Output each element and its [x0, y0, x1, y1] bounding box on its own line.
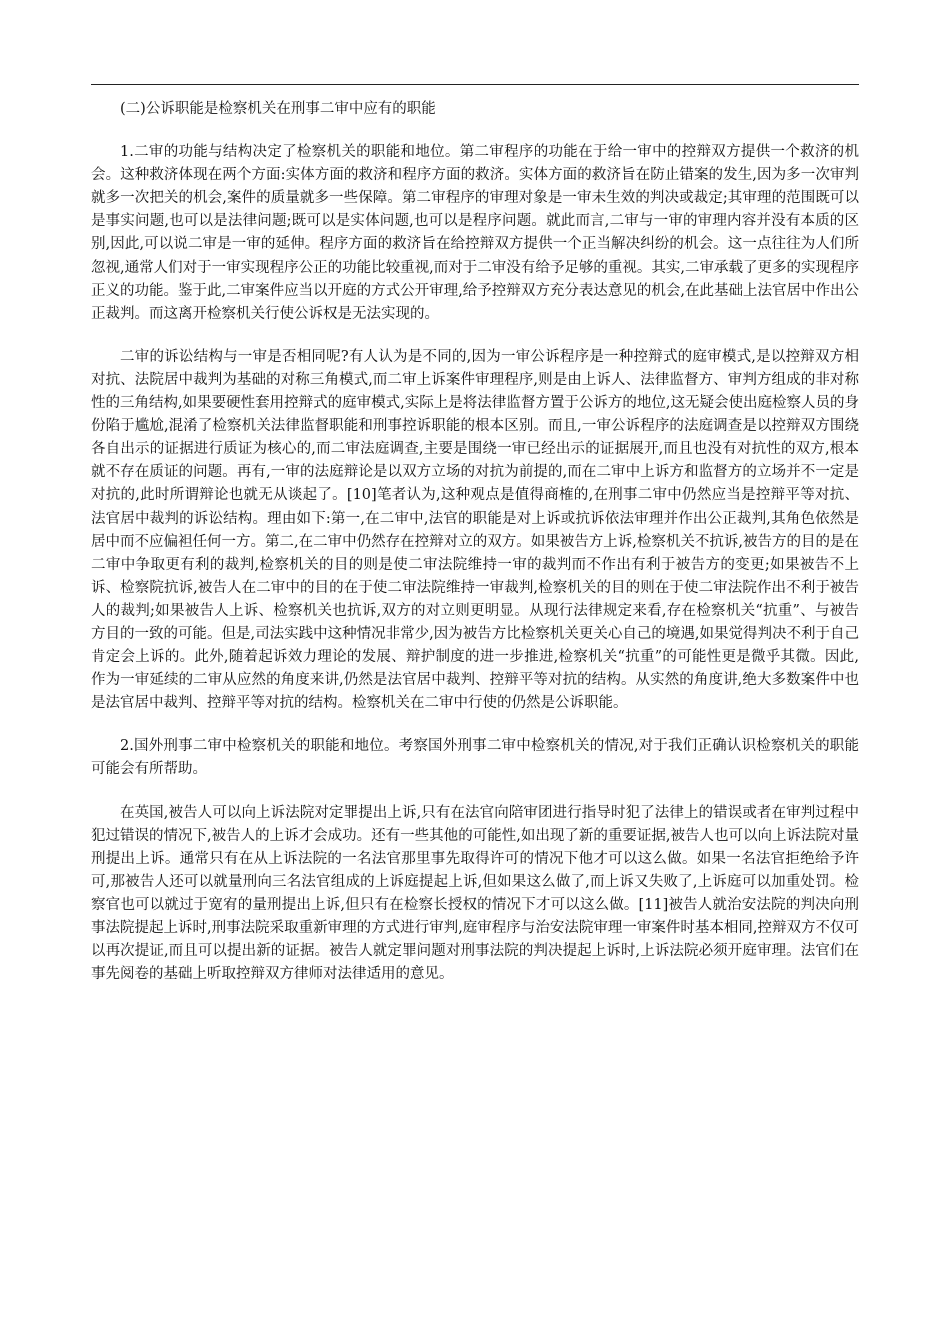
- paragraph-2: 二审的诉讼结构与一审是否相同呢?有人认为是不同的,因为一审公诉程序是一种控辩式的庭审模式,是以控辩双方相对抗、法院居中裁判为基础的对称三角模式,而二审上诉案件审理程序,则是由上诉人、法律监督方、审判方组成的非对称性的三角结构,如果要硬性套用控辩式的庭审模式,实际上是将法律监督方置于公诉方的地位,这无疑会使出庭检察人员的身份陷于尴尬,混淆了检察机关法律监督职能和刑事控诉职能的根本区别。而且,一审公诉程序的法庭调查是以控辩双方围绕各自出示的证据进行质证为核心的,而二审法庭调查,主要是围绕一审已经出示的证据展开,而且也没有对抗性的双方,根本就不存在质证的问题。再有,一审的法庭辩论是以双方立场的对抗为前提的,而在二审中上诉方和监督方的立场并不一定是对抗的,此时所谓辩论也就无从谈起了。[10]笔者认为,这种观点是值得商榷的,在刑事二审中仍然应当是控辩平等对抗、法官居中裁判的诉讼结构。理由如下:第一,在二审中,法官的职能是对上诉或抗诉依法审理并作出公正裁判,其角色依然是居中而不应偏袒任何一方。第二,在二审中仍然存在控辩对立的双方。如果被告方上诉,检察机关不抗诉,被告方的目的是在二审中争取更有利的裁判,检察机关的目的则是使二审法院维持一审的裁判而不作出有利于被告方的变更;如果被告不上诉、检察院抗诉,被告人在二审中的目的在于使二审法院维持一审裁判,检察机关的目的则在于使二审法院作出不利于被告人的裁判;如果被告人上诉、检察机关也抗诉,双方的对立则更明显。从现行法律规定来看,存在检察机关“抗重”、与被告方目的一致的可能。但是,司法实践中这种情况非常少,因为被告方比检察机关更关心自己的境遇,如果觉得判决不利于自己肯定会上诉的。此外,随着起诉效力理论的发展、辩护制度的进一步推进,检察机关“抗重”的可能性更是微乎其微。因此,作为一审延续的二审从应然的角度来讲,仍然是法官居中裁判、控辩平等对抗的结构。从实然的角度讲,绝大多数案件中也是法官居中裁判、控辩平等对抗的结构。检察机关在二审中行使的仍然是公诉职能。: [91, 348, 859, 712]
- header-rule: [91, 84, 859, 85]
- section-heading: (二)公诉职能是检察机关在刑事二审中应有的职能: [120, 101, 436, 117]
- paragraph-4: 在英国,被告人可以向上诉法院对定罪提出上诉,只有在法官向陪审团进行指导时犯了法律上的错误或者在审判过程中犯过错误的情况下,被告人的上诉才会成功。还有一些其他的可能性,如出现了新的重要证据,被告人也可以向上诉法院对量刑提出上诉。通常只有在从上诉法院的一名法官那里事先取得许可的情况下他才可以这么做。如果一名法官拒绝给予许可,那被告人还可以就量刑向三名法官组成的上诉庭提起上诉,但如果这么做了,而上诉又失败了,上诉庭可以加重处罚。检察官也可以就过于宽宥的量刑提出上诉,但只有在检察长授权的情况下才可以这么做。[11]被告人就治安法院的判决向刑事法院提起上诉时,刑事法院采取重新审理的方式进行审判,庭审程序与治安法院审理一审案件时基本相同,控辩双方不仅可以再次提证,而且可以提出新的证据。被告人就定罪问题对刑事法院的判决提起上诉时,上诉法院必须开庭审理。法官们在事先阅卷的基础上听取控辩双方律师对法律适用的意见。: [91, 804, 859, 983]
- document-body: [91, 98, 859, 1006]
- paragraph-3: 2.国外刑事二审中检察机关的职能和地位。考察国外刑事二审中检察机关的情况,对于我们正确认识检察机关的职能可能会有所帮助。: [91, 738, 859, 778]
- paragraph-1: 1.二审的功能与结构决定了检察机关的职能和地位。第二审程序的功能在于给一审中的控辩双方提供一个救济的机会。这种救济体现在两个方面:实体方面的救济和程序方面的救济。实体方面的救济旨在防止错案的发生,因为多一次审判就多一次把关的机会,案件的质量就多一些保障。第二审程序的审理对象是一审未生效的判决或裁定;其审理的范围既可以是事实问题,也可以是法律问题;既可以是实体问题,也可以是程序问题。就此而言,二审与一审的审理内容并没有本质的区别,因此,可以说二审是一审的延伸。程序方面的救济旨在给控辩双方提供一个正当解决纠纷的机会。这一点往往为人们所忽视,通常人们对于一审实现程序公正的功能比较重视,而对于二审没有给予足够的重视。其实,二审承载了更多的实现程序正义的功能。鉴于此,二审案件应当以开庭的方式公开审理,给予控辩双方充分表达意见的机会,在此基础上法官居中作出公正裁判。而这离开检察机关行使公诉权是无法实现的。: [91, 144, 859, 322]
